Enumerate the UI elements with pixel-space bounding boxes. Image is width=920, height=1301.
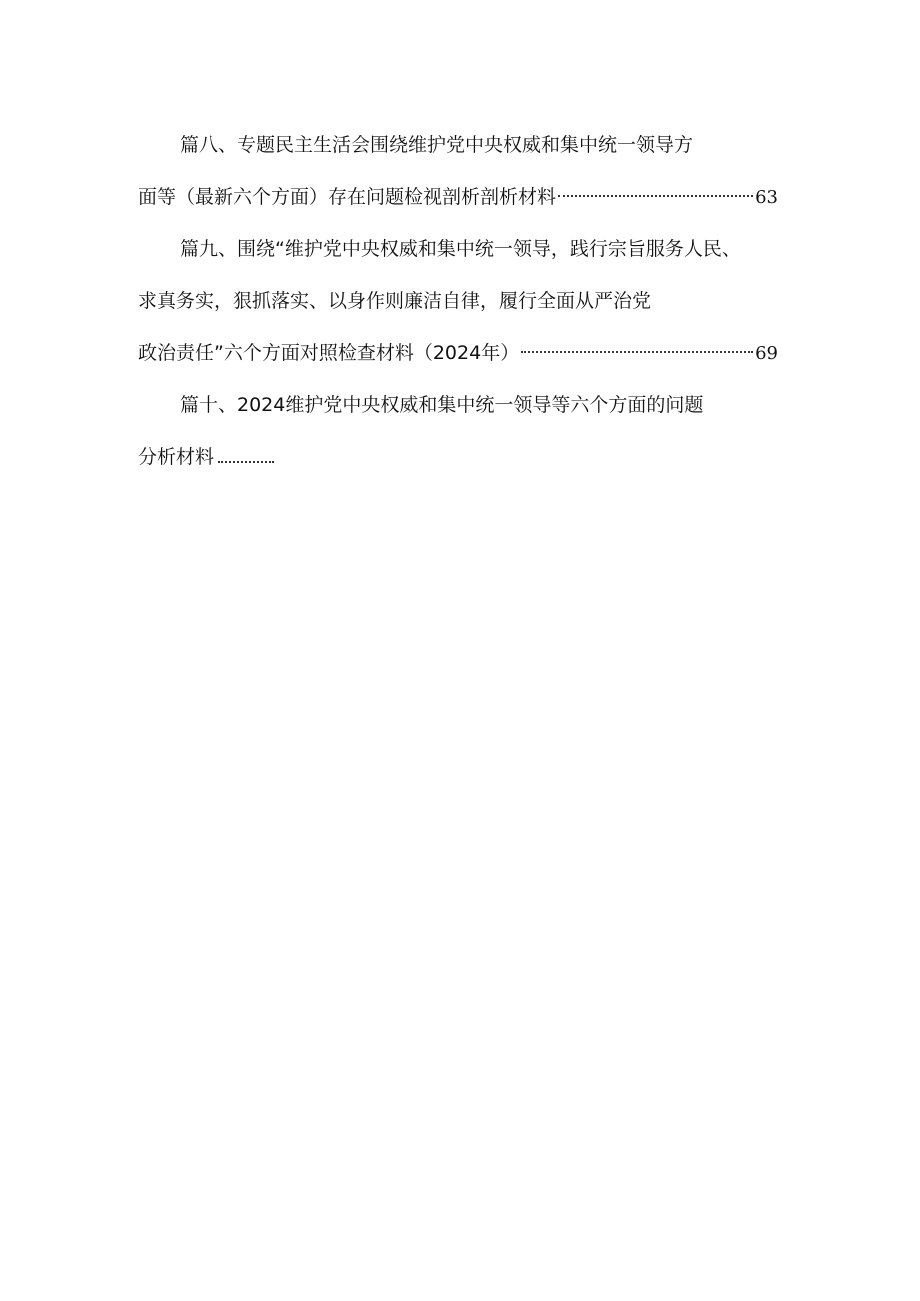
toc-entry-9-title-part-1: 篇九、围绕“维护党中央权威和集中统一领导，践行宗旨服务人民、 xyxy=(180,238,741,260)
toc-entry-10-line-1 xyxy=(138,388,788,440)
toc-entry-9-line-3 xyxy=(138,336,778,388)
toc-entry-8-page-number: 63 xyxy=(755,187,778,208)
toc-entry-9-title-part-2: 求真务实，狠抓落实、以身作则廉洁自律，履行全面从严治党 xyxy=(138,290,652,312)
toc-entry-8-title-part-1: 篇八、专题民主生活会围绕维护党中央权威和集中统一领导方 xyxy=(180,134,694,156)
toc-entry-10-line-2 xyxy=(138,440,788,492)
toc-entry-10-title-part-2: 分析材料 xyxy=(138,446,215,468)
toc-entry-9-page-number: 69 xyxy=(755,343,778,364)
toc-entry-9-line-2 xyxy=(138,284,788,336)
toc-leader-dots xyxy=(521,351,753,353)
table-of-contents xyxy=(138,128,788,492)
toc-entry-9-title-part-3: 政治责任”六个方面对照检查材料（2024年） xyxy=(138,342,520,364)
toc-entry-10-title-part-1: 篇十、2024维护党中央权威和集中统一领导等六个方面的问题 xyxy=(180,394,704,416)
toc-leader-dots xyxy=(218,461,274,463)
toc-leader-dots xyxy=(558,195,753,197)
toc-entry-8-line-2 xyxy=(138,180,778,232)
toc-entry-9-line-1 xyxy=(138,232,788,284)
toc-entry-8-title-part-2: 面等（最新六个方面）存在问题检视剖析剖析材料 xyxy=(138,186,557,208)
toc-entry-8-line-1 xyxy=(138,128,788,180)
